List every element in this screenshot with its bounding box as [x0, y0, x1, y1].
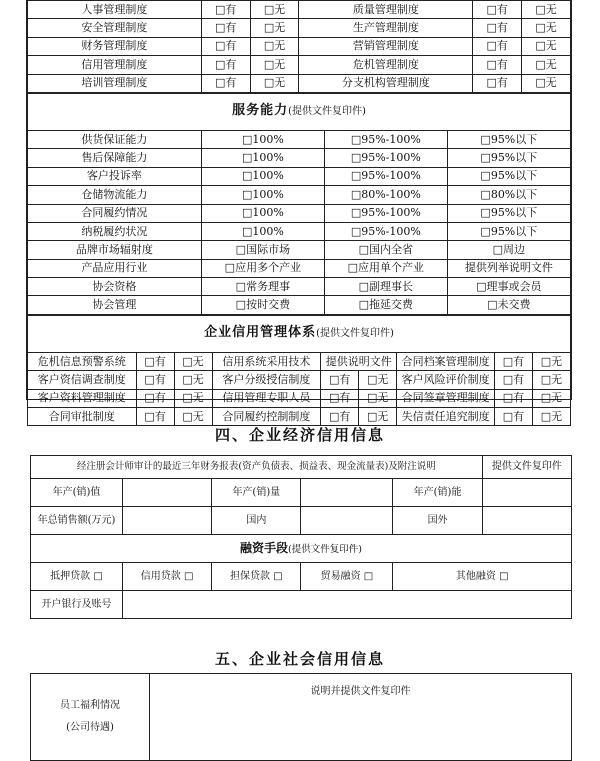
- financing-option[interactable]: 抵押贷款 □: [31, 563, 123, 591]
- system-label: 生产管理制度: [299, 19, 473, 37]
- credit-label: 合同档案管理制度: [397, 352, 495, 370]
- credit-row: [28, 352, 571, 370]
- foreign-label: 国外: [393, 507, 482, 535]
- bank-field[interactable]: [122, 591, 571, 619]
- domestic-field[interactable]: [301, 507, 393, 535]
- welfare-field[interactable]: 说明并提供文件复印件: [150, 674, 572, 761]
- checkbox-option[interactable]: □有: [494, 389, 532, 407]
- service-label: 产品应用行业: [28, 259, 202, 277]
- service-row: [28, 278, 571, 296]
- checkbox-option[interactable]: □无: [359, 408, 397, 426]
- service-label: 协会管理: [28, 296, 202, 314]
- system-label: 人事管理制度: [28, 1, 202, 19]
- service-option[interactable]: □按时交费: [201, 296, 324, 314]
- service-option[interactable]: □95%以下: [447, 149, 570, 167]
- checkbox-option[interactable]: □有: [136, 352, 174, 370]
- financial-report-note: 提供文件复印件: [482, 456, 571, 479]
- checkbox-option[interactable]: □无: [522, 37, 571, 55]
- service-option[interactable]: □95%-100%: [325, 204, 448, 222]
- checkbox-option[interactable]: □无: [250, 37, 299, 55]
- service-option[interactable]: □100%: [201, 167, 324, 185]
- checkbox-option[interactable]: □无: [250, 19, 299, 37]
- checkbox-option[interactable]: □无: [174, 371, 212, 389]
- service-option[interactable]: □副理事长: [325, 278, 448, 296]
- service-option[interactable]: □100%: [201, 186, 324, 204]
- checkbox-option[interactable]: □有: [136, 389, 174, 407]
- service-option[interactable]: □95%-100%: [325, 130, 448, 148]
- system-label: 安全管理制度: [28, 19, 202, 37]
- financial-report-label: 经注册会计师审计的最近三年财务报表(资产负债表、损益表、现金流量表)及附注说明: [31, 456, 483, 479]
- capacity-label: 年产(销)能: [393, 479, 482, 507]
- service-option[interactable]: □100%: [201, 130, 324, 148]
- system-label: 分支机构管理制度: [299, 74, 473, 92]
- domestic-label: 国内: [212, 507, 301, 535]
- service-option[interactable]: □理事或会员: [447, 278, 570, 296]
- economic-credit-table: [30, 455, 572, 619]
- section-4-title: 四、企业经济信用信息: [214, 426, 385, 444]
- checkbox-option[interactable]: □无: [250, 1, 299, 19]
- checkbox-option[interactable]: □无: [250, 56, 299, 74]
- checkbox-option[interactable]: □无: [250, 74, 299, 92]
- checkbox-option[interactable]: □无: [532, 389, 570, 407]
- checkbox-option[interactable]: □有: [494, 352, 532, 370]
- checkbox-option[interactable]: □有: [321, 408, 359, 426]
- output-value-label: 年产(销)值: [31, 479, 123, 507]
- checkbox-option[interactable]: □有: [473, 37, 522, 55]
- credit-label: 客户风险评价制度: [397, 371, 495, 389]
- financing-option[interactable]: 其他融资 □: [393, 563, 572, 591]
- sales-label: 年总销售额(万元): [31, 507, 123, 535]
- service-option[interactable]: □未交费: [447, 296, 570, 314]
- service-label: 纳税履约状况: [28, 222, 202, 240]
- checkbox-option[interactable]: □有: [473, 19, 522, 37]
- service-option[interactable]: □应用多个产业: [201, 259, 324, 277]
- checkbox-option[interactable]: □有: [494, 371, 532, 389]
- checkbox-option[interactable]: □有: [473, 56, 522, 74]
- system-label: 培训管理制度: [28, 74, 202, 92]
- service-label: 客户投诉率: [28, 167, 202, 185]
- credit-label: 客户分级授信制度: [212, 371, 321, 389]
- credit-label: 危机信息预警系统: [28, 352, 137, 370]
- checkbox-option[interactable]: □无: [522, 19, 571, 37]
- credit-info-form-upper: [26, 0, 572, 423]
- credit-label: 信用管理专职人员: [212, 389, 321, 407]
- bank-label: 开户银行及账号: [31, 591, 123, 619]
- checkbox-option[interactable]: □无: [174, 352, 212, 370]
- credit-management-heading: 企业信用管理体系(提供文件复印件): [28, 315, 571, 352]
- service-row: [28, 259, 571, 277]
- management-row: [28, 1, 571, 19]
- credit-label: 合同履约控制制度: [212, 408, 321, 426]
- credit-label: 合同签章管理制度: [397, 389, 495, 407]
- explanation-note: 提供说明文件: [321, 352, 397, 370]
- financing-option[interactable]: 贸易融资 □: [301, 563, 393, 591]
- welfare-label: 员工福利情况 (公司待遇): [31, 674, 150, 761]
- checkbox-option[interactable]: □有: [321, 371, 359, 389]
- service-capability-table: [27, 93, 571, 315]
- service-option[interactable]: □80%-100%: [325, 186, 448, 204]
- financing-option[interactable]: 担保贷款 □: [212, 563, 301, 591]
- service-option[interactable]: □100%: [201, 204, 324, 222]
- checkbox-option[interactable]: □有: [201, 56, 250, 74]
- service-option[interactable]: □拖延交费: [325, 296, 448, 314]
- service-label: 协会资格: [28, 278, 202, 296]
- checkbox-option[interactable]: □无: [522, 1, 571, 19]
- service-option[interactable]: □100%: [201, 149, 324, 167]
- system-label: 信用管理制度: [28, 56, 202, 74]
- checkbox-option[interactable]: □无: [174, 408, 212, 426]
- system-label: 危机管理制度: [299, 56, 473, 74]
- service-option[interactable]: □95%-100%: [325, 167, 448, 185]
- social-credit-table: [30, 673, 572, 761]
- service-option[interactable]: 提供列举说明文件: [447, 259, 570, 277]
- system-label: 质量管理制度: [299, 1, 473, 19]
- service-row: [28, 167, 571, 185]
- service-option[interactable]: □100%: [201, 222, 324, 240]
- credit-label: 信用系统采用技术: [212, 352, 321, 370]
- management-row: [28, 19, 571, 37]
- service-row: [28, 222, 571, 240]
- checkbox-option[interactable]: □无: [174, 389, 212, 407]
- service-option[interactable]: □国际市场: [201, 241, 324, 259]
- credit-management-table: [27, 315, 571, 427]
- system-label: 财务管理制度: [28, 37, 202, 55]
- service-option[interactable]: □95%-100%: [325, 149, 448, 167]
- service-option[interactable]: □95%以下: [447, 222, 570, 240]
- credit-label: 客户资料管理制度: [28, 389, 137, 407]
- checkbox-option[interactable]: □有: [473, 74, 522, 92]
- checkbox-option[interactable]: □有: [473, 1, 522, 19]
- service-row: [28, 241, 571, 259]
- service-option[interactable]: □95%以下: [447, 204, 570, 222]
- checkbox-option[interactable]: □无: [359, 371, 397, 389]
- checkbox-option[interactable]: □有: [321, 389, 359, 407]
- checkbox-option[interactable]: □有: [136, 408, 174, 426]
- checkbox-option[interactable]: □有: [201, 37, 250, 55]
- service-option[interactable]: □应用单个产业: [325, 259, 448, 277]
- checkbox-option[interactable]: □无: [359, 389, 397, 407]
- checkbox-option[interactable]: □有: [136, 371, 174, 389]
- checkbox-option[interactable]: □无: [532, 371, 570, 389]
- management-row: [28, 37, 571, 55]
- capacity-field[interactable]: [482, 479, 571, 507]
- output-value-field[interactable]: [122, 479, 211, 507]
- service-option[interactable]: □常务理事: [201, 278, 324, 296]
- service-option[interactable]: □80%以下: [447, 186, 570, 204]
- service-label: 仓储物流能力: [28, 186, 202, 204]
- credit-label: 合同审批制度: [28, 408, 137, 426]
- output-qty-field[interactable]: [301, 479, 393, 507]
- service-row: [28, 296, 571, 314]
- sales-field[interactable]: [122, 507, 211, 535]
- service-option[interactable]: □95%以下: [447, 130, 570, 148]
- service-row: [28, 149, 571, 167]
- checkbox-option[interactable]: □有: [494, 408, 532, 426]
- service-row: [28, 130, 571, 148]
- section-5-title: 五、企业社会信用信息: [214, 650, 385, 668]
- management-row: [28, 56, 571, 74]
- management-row: [28, 74, 571, 92]
- service-label: 合同履约情况: [28, 204, 202, 222]
- service-option[interactable]: □95%以下: [447, 167, 570, 185]
- checkbox-option[interactable]: □无: [532, 352, 570, 370]
- checkbox-option[interactable]: □无: [522, 74, 571, 92]
- checkbox-option[interactable]: □无: [522, 56, 571, 74]
- service-option[interactable]: □95%-100%: [325, 222, 448, 240]
- service-row: [28, 204, 571, 222]
- system-label: 营销管理制度: [299, 37, 473, 55]
- output-qty-label: 年产(销)量: [212, 479, 301, 507]
- credit-row: [28, 389, 571, 407]
- checkbox-option[interactable]: □无: [532, 408, 570, 426]
- management-systems-table: [27, 0, 571, 93]
- credit-row: [28, 371, 571, 389]
- checkbox-option[interactable]: □有: [201, 1, 250, 19]
- service-label: 售后保障能力: [28, 149, 202, 167]
- service-capability-heading: 服务能力(提供文件复印件): [28, 93, 571, 130]
- financing-heading: 融资手段(提供文件复印件): [31, 535, 572, 563]
- service-row: [28, 186, 571, 204]
- financing-option[interactable]: 信用贷款 □: [122, 563, 211, 591]
- service-option[interactable]: □国内全省: [325, 241, 448, 259]
- credit-label: 失信责任追究制度: [397, 408, 495, 426]
- service-label: 品牌市场辐射度: [28, 241, 202, 259]
- credit-label: 客户资信调查制度: [28, 371, 137, 389]
- service-label: 供货保证能力: [28, 130, 202, 148]
- checkbox-option[interactable]: □有: [201, 74, 250, 92]
- checkbox-option[interactable]: □有: [201, 19, 250, 37]
- service-option[interactable]: □周边: [447, 241, 570, 259]
- foreign-field[interactable]: [482, 507, 571, 535]
